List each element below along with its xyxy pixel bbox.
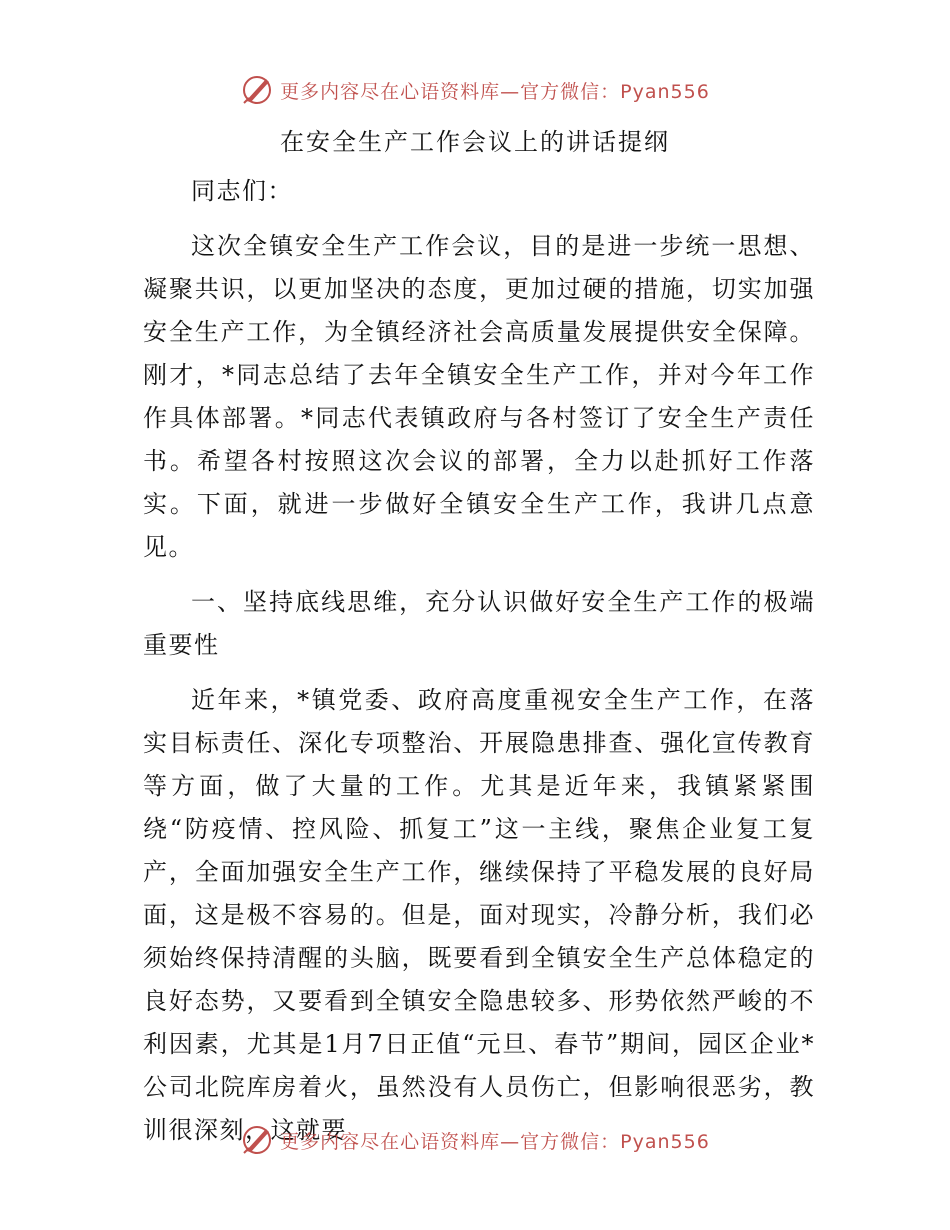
quill-logo-icon	[240, 73, 274, 107]
header-watermark-banner	[0, 70, 950, 110]
document-title: 在安全生产工作会议上的讲话提纲	[280, 128, 670, 156]
section-heading-1: 一、坚持底线思维，充分认识做好安全生产工作的极端重要性	[143, 588, 815, 659]
paragraph-section-1: 近年来，*镇党委、政府高度重视安全生产工作，在落实目标责任、深化专项整治、开展隐患排查、强化宣传教育等方面，做了大量的工作。尤其是近年来，我镇紧紧围绕“防疫情、控风险、抓复工”这一主线，聚焦企业复工复产，全面加强安全生产工作，继续保持了平稳发展的良好局面，这是极不容易的。但是，面对现实，冷静分析，我们必须始终保持清醒的头脑，既要看到全镇安全生产总体稳定的良好态势，又要看到全镇安全隐患较多、形势依然严峻的不利因素，尤其是1月7日正值“元旦、春节”期间，园区企业*公司北院库房着火，虽然没有人员伤亡，但影响很恶劣，教训很深刻，这就要	[143, 686, 815, 1144]
footer-watermark-banner	[0, 1120, 950, 1160]
quill-logo-icon	[240, 1123, 274, 1157]
document-body	[143, 170, 815, 1152]
footer-watermark-text: 更多内容尽在心语资料库—官方微信：Pyan556	[280, 1130, 710, 1153]
paragraph-intro: 这次全镇安全生产工作会议，目的是进一步统一思想、凝聚共识，以更加坚决的态度，更加过硬的措施，切实加强安全生产工作，为全镇经济社会高质量发展提供安全保障。刚才，*同志总结了去年全镇安全生产工作，并对今年工作作具体部署。*同志代表镇政府与各村签订了安全生产责任书。希望各村按照这次会议的部署，全力以赴抓好工作落实。下面，就进一步做好全镇安全生产工作，我讲几点意见。	[143, 232, 815, 561]
salutation: 同志们：	[191, 177, 293, 205]
header-watermark-text: 更多内容尽在心语资料库—官方微信：Pyan556	[280, 80, 710, 103]
